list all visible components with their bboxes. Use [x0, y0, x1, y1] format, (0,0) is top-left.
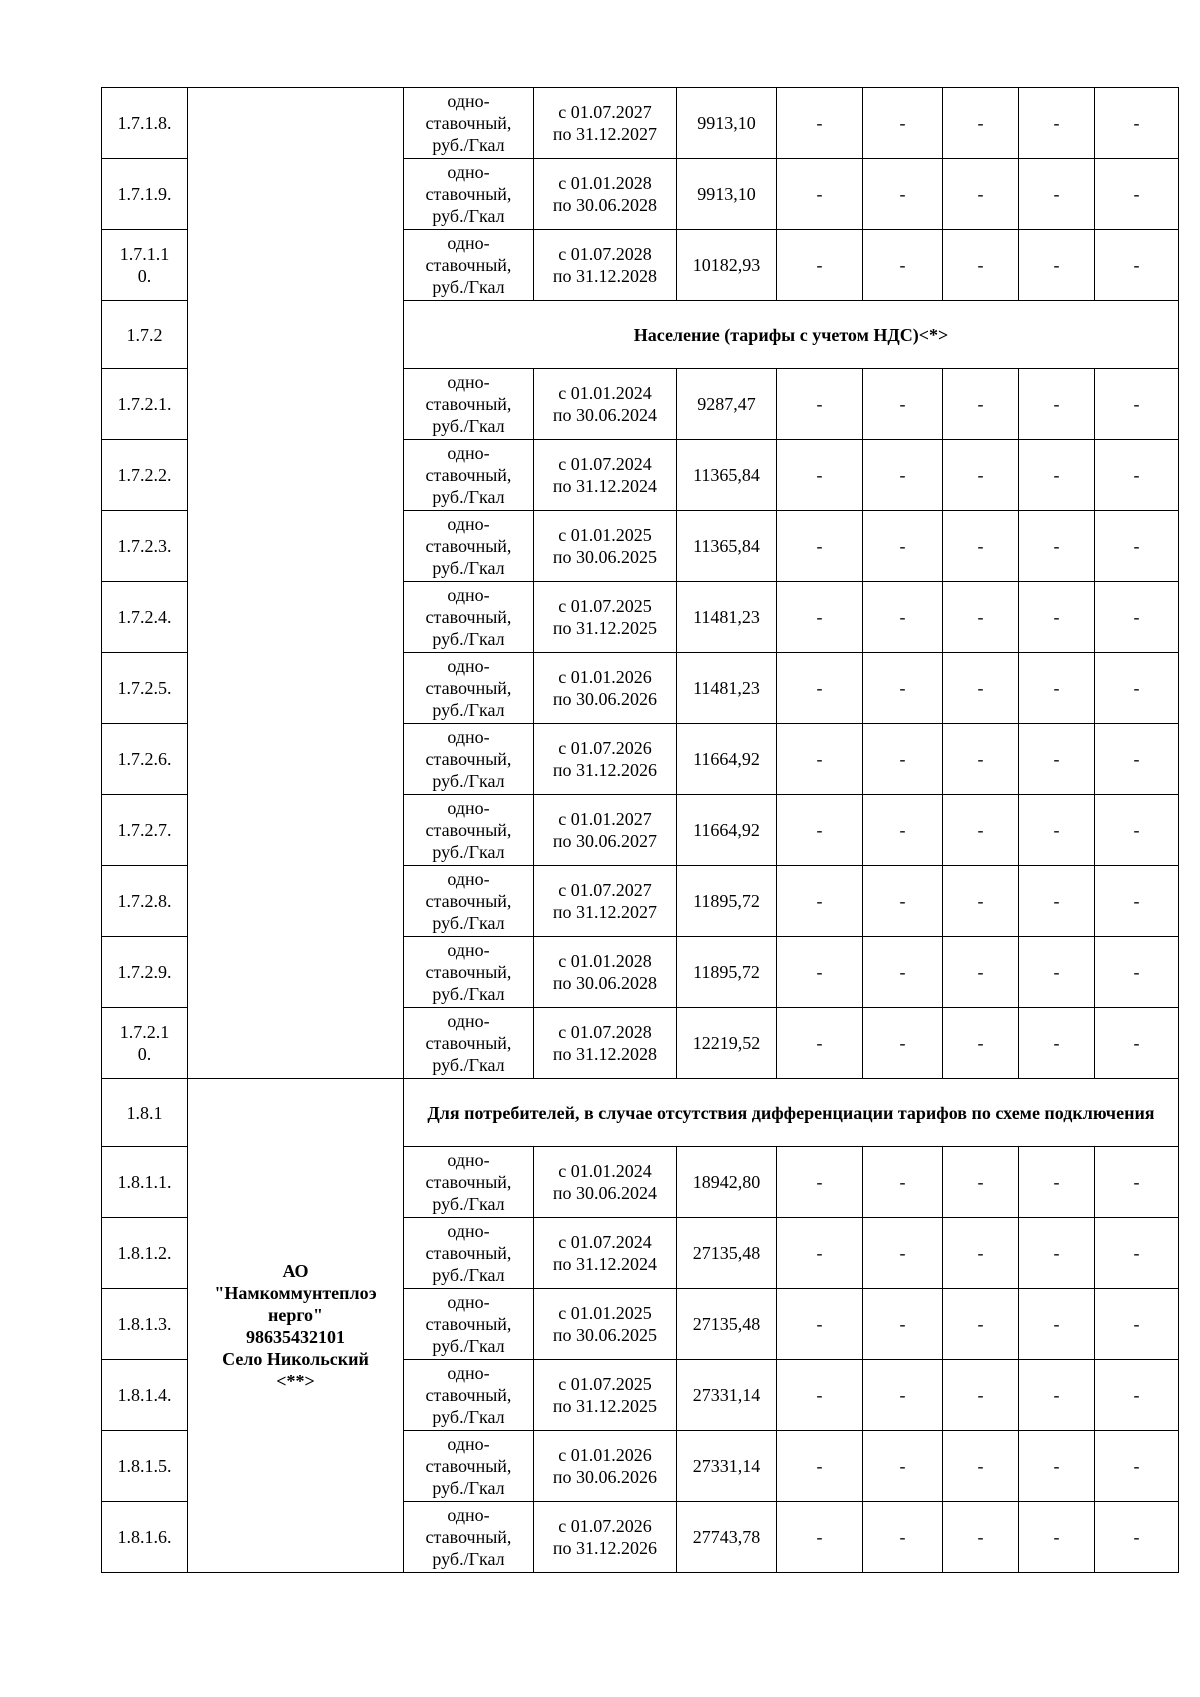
- tariff-value: 11365,84: [677, 440, 777, 511]
- tariff-period: с 01.01.2024 по 30.06.2024: [534, 1147, 677, 1218]
- empty-value-cell: -: [863, 88, 943, 159]
- empty-value-cell: -: [777, 1147, 863, 1218]
- tariff-type: одно- ставочный, руб./Гкал: [404, 1431, 534, 1502]
- empty-value-cell: -: [1095, 1431, 1179, 1502]
- empty-value-cell: -: [1019, 440, 1095, 511]
- empty-value-cell: -: [943, 937, 1019, 1008]
- tariff-type: одно- ставочный, руб./Гкал: [404, 1008, 534, 1079]
- empty-value-cell: -: [1095, 88, 1179, 159]
- row-number: 1.7.2.4.: [102, 582, 188, 653]
- empty-value-cell: -: [777, 369, 863, 440]
- section-title: Для потребителей, в случае отсутствия дифференциации тарифов по схеме подключения: [404, 1079, 1179, 1147]
- empty-value-cell: -: [1095, 230, 1179, 301]
- empty-value-cell: -: [777, 866, 863, 937]
- tariff-value: 11664,92: [677, 724, 777, 795]
- empty-value-cell: -: [1095, 653, 1179, 724]
- tariff-value: 12219,52: [677, 1008, 777, 1079]
- empty-value-cell: -: [863, 937, 943, 1008]
- empty-value-cell: -: [943, 582, 1019, 653]
- empty-value-cell: -: [863, 582, 943, 653]
- tariff-period: с 01.07.2028 по 31.12.2028: [534, 230, 677, 301]
- empty-value-cell: -: [1019, 1008, 1095, 1079]
- row-number: 1.7.2.8.: [102, 866, 188, 937]
- empty-value-cell: -: [1019, 582, 1095, 653]
- row-number: 1.8.1.4.: [102, 1360, 188, 1431]
- empty-value-cell: -: [777, 159, 863, 230]
- section-title: Население (тарифы с учетом НДС)<*>: [404, 301, 1179, 369]
- empty-value-cell: -: [943, 1008, 1019, 1079]
- empty-value-cell: -: [863, 1431, 943, 1502]
- empty-value-cell: -: [943, 795, 1019, 866]
- empty-value-cell: -: [1019, 511, 1095, 582]
- tariff-type: одно- ставочный, руб./Гкал: [404, 88, 534, 159]
- empty-value-cell: -: [777, 937, 863, 1008]
- empty-value-cell: -: [943, 511, 1019, 582]
- empty-value-cell: -: [1095, 440, 1179, 511]
- section-header-row: [102, 1079, 1179, 1147]
- row-number: 1.7.2.9.: [102, 937, 188, 1008]
- empty-value-cell: -: [1095, 937, 1179, 1008]
- row-number: 1.8.1.2.: [102, 1218, 188, 1289]
- organization-cell: АО "Намкоммунтеплоэ нерго" 98635432101 Село Никольский <**>: [188, 1079, 404, 1573]
- empty-value-cell: -: [863, 159, 943, 230]
- row-number: 1.8.1.5.: [102, 1431, 188, 1502]
- empty-value-cell: -: [1019, 866, 1095, 937]
- empty-value-cell: -: [863, 795, 943, 866]
- tariff-period: с 01.01.2028 по 30.06.2028: [534, 937, 677, 1008]
- empty-value-cell: -: [863, 724, 943, 795]
- empty-value-cell: -: [1019, 1431, 1095, 1502]
- empty-value-cell: -: [1019, 937, 1095, 1008]
- empty-value-cell: -: [1019, 1147, 1095, 1218]
- empty-value-cell: -: [1019, 159, 1095, 230]
- empty-value-cell: -: [863, 369, 943, 440]
- tariff-period: с 01.07.2024 по 31.12.2024: [534, 1218, 677, 1289]
- empty-value-cell: -: [943, 1360, 1019, 1431]
- empty-value-cell: -: [1019, 653, 1095, 724]
- row-number: 1.7.2.3.: [102, 511, 188, 582]
- row-number: 1.7.2.6.: [102, 724, 188, 795]
- empty-value-cell: -: [943, 369, 1019, 440]
- tariff-period: с 01.07.2025 по 31.12.2025: [534, 582, 677, 653]
- row-number: 1.7.2.7.: [102, 795, 188, 866]
- empty-value-cell: -: [777, 1289, 863, 1360]
- empty-value-cell: -: [777, 795, 863, 866]
- empty-value-cell: -: [863, 440, 943, 511]
- tariff-type: одно- ставочный, руб./Гкал: [404, 440, 534, 511]
- tariff-type: одно- ставочный, руб./Гкал: [404, 1360, 534, 1431]
- tariff-value: 27135,48: [677, 1218, 777, 1289]
- empty-value-cell: -: [1095, 1360, 1179, 1431]
- tariff-period: с 01.01.2028 по 30.06.2028: [534, 159, 677, 230]
- empty-value-cell: -: [863, 1502, 943, 1573]
- empty-value-cell: -: [777, 724, 863, 795]
- empty-value-cell: -: [1019, 88, 1095, 159]
- table-row: [102, 88, 1179, 159]
- empty-value-cell: -: [863, 1360, 943, 1431]
- empty-value-cell: -: [777, 88, 863, 159]
- empty-value-cell: -: [777, 1008, 863, 1079]
- row-number: 1.8.1.3.: [102, 1289, 188, 1360]
- empty-value-cell: -: [1095, 511, 1179, 582]
- empty-value-cell: -: [1019, 369, 1095, 440]
- empty-value-cell: -: [777, 1502, 863, 1573]
- row-number: 1.7.1.9.: [102, 159, 188, 230]
- empty-value-cell: -: [1095, 1008, 1179, 1079]
- tariff-value: 9913,10: [677, 88, 777, 159]
- tariff-period: с 01.07.2028 по 31.12.2028: [534, 1008, 677, 1079]
- tariff-value: 11481,23: [677, 653, 777, 724]
- empty-value-cell: -: [777, 511, 863, 582]
- empty-value-cell: -: [777, 582, 863, 653]
- tariff-type: одно- ставочный, руб./Гкал: [404, 866, 534, 937]
- tariff-type: одно- ставочный, руб./Гкал: [404, 511, 534, 582]
- tariff-period: с 01.01.2026 по 30.06.2026: [534, 1431, 677, 1502]
- empty-value-cell: -: [863, 511, 943, 582]
- tariff-table-body: [102, 88, 1179, 1573]
- empty-value-cell: -: [777, 440, 863, 511]
- tariff-period: с 01.01.2026 по 30.06.2026: [534, 653, 677, 724]
- section-number: 1.7.2: [102, 301, 188, 369]
- tariff-period: с 01.07.2026 по 31.12.2026: [534, 724, 677, 795]
- empty-value-cell: -: [943, 1431, 1019, 1502]
- empty-value-cell: -: [1019, 1360, 1095, 1431]
- empty-value-cell: -: [1019, 1218, 1095, 1289]
- tariff-value: 11664,92: [677, 795, 777, 866]
- empty-value-cell: -: [863, 866, 943, 937]
- row-number: 1.7.2.5.: [102, 653, 188, 724]
- row-number: 1.8.1.1.: [102, 1147, 188, 1218]
- document-page: [101, 87, 1179, 1573]
- tariff-type: одно- ставочный, руб./Гкал: [404, 937, 534, 1008]
- tariff-period: с 01.01.2027 по 30.06.2027: [534, 795, 677, 866]
- empty-value-cell: -: [943, 230, 1019, 301]
- organization-cell-empty: [188, 88, 404, 1079]
- empty-value-cell: -: [1095, 159, 1179, 230]
- empty-value-cell: -: [943, 1502, 1019, 1573]
- empty-value-cell: -: [863, 1218, 943, 1289]
- empty-value-cell: -: [943, 866, 1019, 937]
- empty-value-cell: -: [863, 1147, 943, 1218]
- tariff-period: с 01.01.2025 по 30.06.2025: [534, 511, 677, 582]
- tariff-table: [101, 87, 1179, 1573]
- tariff-value: 11895,72: [677, 866, 777, 937]
- section-number: 1.8.1: [102, 1079, 188, 1147]
- tariff-value: 11895,72: [677, 937, 777, 1008]
- empty-value-cell: -: [777, 1218, 863, 1289]
- empty-value-cell: -: [777, 1431, 863, 1502]
- tariff-type: одно- ставочный, руб./Гкал: [404, 1502, 534, 1573]
- tariff-type: одно- ставочный, руб./Гкал: [404, 1289, 534, 1360]
- empty-value-cell: -: [777, 1360, 863, 1431]
- empty-value-cell: -: [1095, 1147, 1179, 1218]
- empty-value-cell: -: [943, 653, 1019, 724]
- tariff-value: 27331,14: [677, 1360, 777, 1431]
- empty-value-cell: -: [1019, 795, 1095, 866]
- row-number: 1.7.2.2.: [102, 440, 188, 511]
- empty-value-cell: -: [863, 1008, 943, 1079]
- empty-value-cell: -: [863, 653, 943, 724]
- tariff-value: 11365,84: [677, 511, 777, 582]
- tariff-type: одно- ставочный, руб./Гкал: [404, 653, 534, 724]
- tariff-type: одно- ставочный, руб./Гкал: [404, 795, 534, 866]
- empty-value-cell: -: [1095, 582, 1179, 653]
- tariff-type: одно- ставочный, руб./Гкал: [404, 230, 534, 301]
- tariff-value: 27331,14: [677, 1431, 777, 1502]
- empty-value-cell: -: [1095, 1289, 1179, 1360]
- tariff-period: с 01.07.2027 по 31.12.2027: [534, 866, 677, 937]
- empty-value-cell: -: [943, 1147, 1019, 1218]
- tariff-value: 27135,48: [677, 1289, 777, 1360]
- tariff-type: одно- ставочный, руб./Гкал: [404, 1147, 534, 1218]
- empty-value-cell: -: [1019, 1502, 1095, 1573]
- empty-value-cell: -: [943, 159, 1019, 230]
- tariff-value: 11481,23: [677, 582, 777, 653]
- tariff-type: одно- ставочный, руб./Гкал: [404, 369, 534, 440]
- tariff-period: с 01.01.2025 по 30.06.2025: [534, 1289, 677, 1360]
- empty-value-cell: -: [943, 1289, 1019, 1360]
- empty-value-cell: -: [863, 230, 943, 301]
- empty-value-cell: -: [777, 653, 863, 724]
- empty-value-cell: -: [1095, 724, 1179, 795]
- empty-value-cell: -: [943, 440, 1019, 511]
- row-number: 1.7.1.8.: [102, 88, 188, 159]
- tariff-value: 10182,93: [677, 230, 777, 301]
- empty-value-cell: -: [1095, 866, 1179, 937]
- tariff-type: одно- ставочный, руб./Гкал: [404, 159, 534, 230]
- tariff-period: с 01.07.2024 по 31.12.2024: [534, 440, 677, 511]
- empty-value-cell: -: [1019, 230, 1095, 301]
- tariff-type: одно- ставочный, руб./Гкал: [404, 724, 534, 795]
- tariff-type: одно- ставочный, руб./Гкал: [404, 582, 534, 653]
- row-number: 1.7.2.1.: [102, 369, 188, 440]
- empty-value-cell: -: [1095, 1218, 1179, 1289]
- tariff-period: с 01.07.2027 по 31.12.2027: [534, 88, 677, 159]
- empty-value-cell: -: [1019, 724, 1095, 795]
- empty-value-cell: -: [1095, 369, 1179, 440]
- empty-value-cell: -: [943, 1218, 1019, 1289]
- tariff-value: 9287,47: [677, 369, 777, 440]
- tariff-period: с 01.07.2026 по 31.12.2026: [534, 1502, 677, 1573]
- empty-value-cell: -: [943, 88, 1019, 159]
- tariff-period: с 01.07.2025 по 31.12.2025: [534, 1360, 677, 1431]
- row-number: 1.7.2.1 0.: [102, 1008, 188, 1079]
- empty-value-cell: -: [943, 724, 1019, 795]
- tariff-value: 27743,78: [677, 1502, 777, 1573]
- empty-value-cell: -: [1019, 1289, 1095, 1360]
- empty-value-cell: -: [777, 230, 863, 301]
- empty-value-cell: -: [863, 1289, 943, 1360]
- row-number: 1.7.1.1 0.: [102, 230, 188, 301]
- row-number: 1.8.1.6.: [102, 1502, 188, 1573]
- tariff-type: одно- ставочный, руб./Гкал: [404, 1218, 534, 1289]
- tariff-period: с 01.01.2024 по 30.06.2024: [534, 369, 677, 440]
- empty-value-cell: -: [1095, 795, 1179, 866]
- tariff-value: 18942,80: [677, 1147, 777, 1218]
- tariff-value: 9913,10: [677, 159, 777, 230]
- empty-value-cell: -: [1095, 1502, 1179, 1573]
